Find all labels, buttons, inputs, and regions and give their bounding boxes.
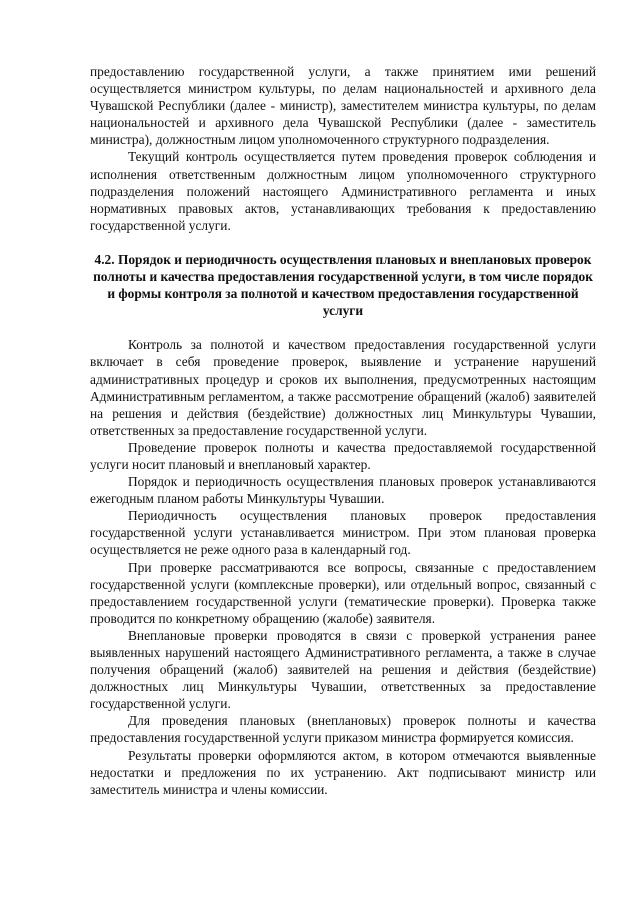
paragraph-control-scope: Контроль за полнотой и качеством предоставления государственной услуги включает в себя проведение проверок, выявление и устранение нарушений административных процедур и сроков их выполнения, предусмотренных настоящим Административным регламентом, а также рассмотрение обращений (жалоб) заявителей на решения и действия (бездействие) должностных лиц Минкультуры Чувашии, ответственных за предоставление государственной услуги.: [90, 337, 596, 438]
document-page: [90, 63, 596, 798]
paragraph-inspection-results: Результаты проверки оформляются актом, в котором отмечаются выявленные недостатки и предложения по их устранению. Акт подписывают министр или заместитель министра и члены комиссии.: [90, 747, 596, 797]
paragraph-continuation: предоставлению государственной услуги, а также принятием ими решений осуществляется министром культуры, по делам национальностей и архивного дела Чувашской Республики (далее - министр), заместителем министра культуры, по делам национальностей и архивного дела Чувашской Республики (далее - заместитель министра), должностным лицом уполномоченного структурного подразделения.: [90, 64, 596, 148]
section-heading: 4.2. Порядок и периодичность осуществления плановых и внеплановых проверок полноты и качества предоставления государственной услуги, в том числе порядок и формы контроля за полнотой и качеством предоставления государственной услуги: [93, 251, 593, 319]
paragraph-inspection-questions: При проверке рассматриваются все вопросы, связанные с предоставлением государственной услуги (комплексные проверки), или отдельный вопрос, связанный с предоставлением государственной услуги (тематические проверки). Проверка также проводится по конкретному обращению (жалобе) заявителя.: [90, 559, 596, 626]
paragraph-current-control: Текущий контроль осуществляется путем проведения проверок соблюдения и исполнения ответственным должностным лицом уполномоченного структурного подразделения положений настоящего Административного регламента и иных нормативных правовых актов, устанавливающих требования к предоставлению государственной услуги.: [90, 149, 596, 233]
paragraph-inspection-plan: Порядок и периодичность осуществления плановых проверок устанавливаются ежегодным планом работы Минкультуры Чувашии.: [90, 474, 596, 507]
paragraph-inspection-types: Проведение проверок полноты и качества предоставляемой государственной услуги носит плановый и внеплановый характер.: [90, 439, 596, 472]
paragraph-commission: Для проведения плановых (внеплановых) проверок полноты и качества предоставления государственной услуги приказом министра формируется комиссия.: [90, 713, 596, 746]
paragraph-unscheduled-inspections: Внеплановые проверки проводятся в связи с проверкой устранения ранее выявленных нарушений настоящего Административного регламента, а также в случае получения обращений (жалоб) заявителей на решения и действия (бездействие) должностных лиц Минкультуры Чувашии, ответственных за предоставление государственной услуги.: [90, 627, 596, 712]
paragraph-inspection-frequency: Периодичность осуществления плановых проверок предоставления государственной услуги устанавливается министром. При этом плановая проверка осуществляется не реже одного раза в календарный год.: [90, 508, 596, 558]
